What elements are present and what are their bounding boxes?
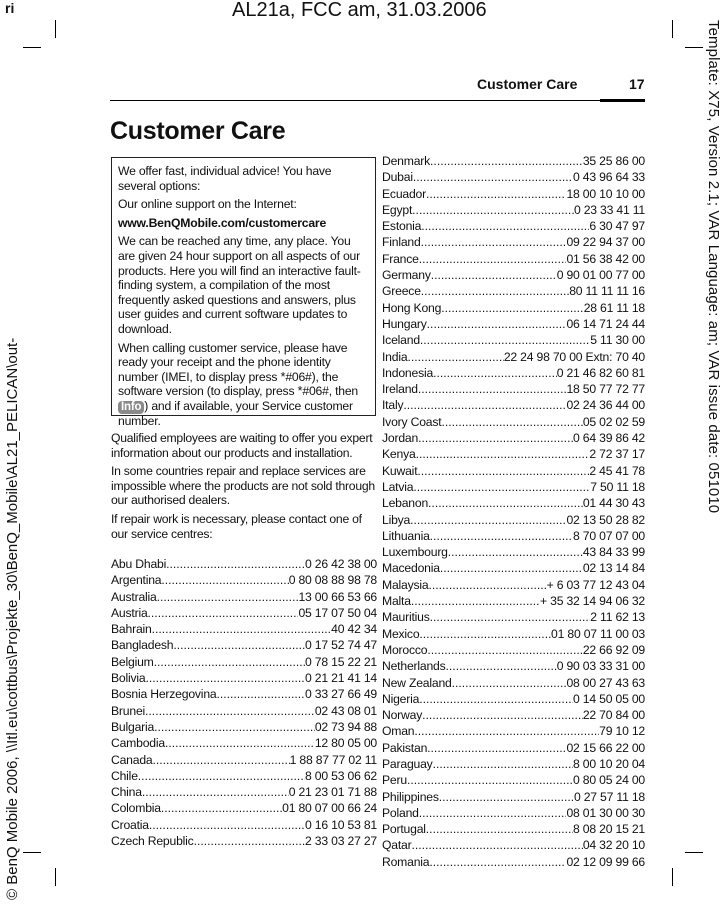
dot-leader (410, 512, 566, 528)
country-name: Nigeria (382, 691, 420, 706)
country-entry (111, 572, 377, 588)
country-name: Netherlands (382, 659, 446, 674)
dot-leader (161, 800, 282, 816)
dot-leader (142, 784, 289, 800)
country-entry (382, 707, 645, 723)
dot-leader (173, 637, 305, 653)
phone-number: 02 12 09 99 66 (566, 854, 645, 869)
phone-number: 0 90 03 33 31 00 (556, 659, 645, 674)
dot-leader (194, 833, 305, 849)
country-entry (382, 169, 645, 185)
phone-number: 01 56 38 42 00 (566, 251, 645, 266)
dot-leader (439, 789, 574, 805)
service-centre-list-left (111, 556, 377, 849)
dot-leader (419, 805, 567, 821)
phone-number: 2 33 03 27 27 (305, 834, 377, 849)
phone-number: 0 64 39 86 42 (573, 431, 645, 446)
info-paragraph: We offer fast, individual advice! You have several options: (118, 164, 332, 193)
info-softkey-icon: Info (118, 401, 144, 414)
dot-leader (411, 837, 582, 853)
country-name: Belgium (111, 654, 154, 669)
country-name: Argentina (111, 573, 162, 588)
country-name: Morocco (382, 642, 428, 657)
dot-leader (433, 756, 573, 772)
country-name: Iceland (382, 333, 420, 348)
dot-leader (430, 609, 591, 625)
dot-leader (431, 267, 557, 283)
country-entry (111, 735, 377, 751)
country-entry (382, 723, 645, 739)
document-id: AL21a, FCC am, 31.03.2006 (232, 0, 487, 21)
phone-number: 2 11 62 13 (590, 610, 645, 625)
phone-number: 08 01 30 00 30 (566, 805, 645, 820)
header-rule-tab (600, 99, 645, 102)
running-head: Customer Care (477, 76, 578, 92)
phone-number: 1 88 87 77 02 11 (289, 752, 377, 767)
phone-number: 0 21 21 41 14 (305, 671, 377, 686)
country-name: Bosnia Herzegovina (111, 687, 217, 702)
country-entry (382, 365, 645, 381)
country-name: Abu Dhabi (111, 557, 167, 571)
dot-leader (407, 349, 503, 365)
phone-number: 0 80 05 24 00 (573, 773, 645, 788)
country-name: Egypt (382, 202, 413, 217)
country-entry (111, 768, 377, 784)
info-text: When calling customer service, please have ready your receipt and the phone identity number (IMEI, to display press (118, 340, 348, 384)
dot-leader (419, 251, 567, 267)
country-entry (111, 686, 377, 702)
phone-number: 02 13 14 84 (582, 561, 645, 576)
dot-leader (417, 463, 589, 479)
phone-number: 5 11 30 00 (590, 333, 645, 348)
dot-leader (426, 821, 573, 837)
phone-number: 0 16 10 53 81 (305, 817, 377, 832)
crop-mark (685, 852, 703, 853)
phone-number: 13 00 66 53 66 (298, 589, 377, 604)
country-name: Paraguay (382, 756, 433, 771)
phone-number: 01 80 07 11 00 03 (551, 626, 645, 641)
country-entry (382, 332, 645, 348)
country-entry (382, 772, 645, 788)
intro-text (111, 431, 379, 545)
country-entry (382, 267, 645, 283)
dot-leader (418, 381, 567, 397)
page-title: Customer Care (110, 117, 286, 145)
phone-number: 35 25 86 00 (582, 154, 645, 168)
dot-leader (429, 577, 547, 593)
country-name: Czech Republic (111, 834, 194, 849)
dot-leader (427, 740, 566, 756)
phone-number: 02 24 36 44 00 (566, 398, 645, 413)
dot-leader (165, 735, 315, 751)
country-name: Oman (382, 724, 415, 739)
dot-leader (433, 365, 557, 381)
country-entry (382, 186, 645, 202)
star-key-icon: * (297, 383, 303, 399)
crop-mark (23, 47, 41, 48)
country-entry (382, 528, 645, 544)
country-name: Bahrain (111, 622, 152, 637)
country-name: France (382, 251, 419, 266)
phone-number: 22 66 92 09 (582, 642, 645, 657)
dot-leader (154, 719, 315, 735)
phone-number: 05 02 02 59 (582, 414, 645, 429)
dot-leader (418, 430, 573, 446)
country-name: Malta (382, 594, 411, 609)
phone-number: 80 11 11 11 16 (569, 284, 645, 299)
dot-leader (166, 556, 305, 572)
country-name: Norway (382, 708, 423, 723)
service-centre-list-right (382, 153, 645, 870)
dot-leader (422, 707, 583, 723)
info-paragraph: We can be reached any time, any place. You are given 24 hour support on all aspects of our products. Here you will find an interactive fault-finding system, a compilation of the most frequently asked questions and answers, plus user guides and current software updates to download. (118, 234, 361, 336)
country-entry (382, 577, 645, 593)
country-entry (111, 605, 377, 621)
phone-number: 0 43 96 64 33 (573, 170, 645, 185)
country-name: Luxembourg (382, 545, 448, 560)
dot-leader (216, 686, 305, 702)
country-name: Croatia (111, 817, 149, 832)
info-box (111, 157, 376, 428)
country-entry (111, 637, 377, 653)
crop-mark (23, 852, 41, 853)
country-entry (382, 626, 645, 642)
country-entry (111, 719, 377, 735)
country-entry (382, 805, 645, 821)
country-entry (382, 837, 645, 853)
country-entry (111, 670, 377, 686)
country-entry (382, 463, 645, 479)
phone-number: 04 32 20 10 (582, 838, 645, 853)
dot-leader (452, 675, 567, 691)
country-entry (382, 560, 645, 576)
dot-leader (411, 593, 540, 609)
phone-number: 0 21 23 01 71 88 (288, 785, 377, 800)
country-name: Chile (111, 768, 138, 783)
country-entry (111, 654, 377, 670)
phone-number: 02 73 94 88 (314, 719, 377, 734)
crop-mark (55, 868, 56, 886)
template-sideline-text: Template: X75, Version 2.1; VAR Language: am; VAR issue date: 051010 (705, 20, 722, 514)
phone-number: 01 44 30 43 (582, 496, 645, 511)
phone-number: 2 72 37 17 (589, 447, 645, 462)
phone-number: 8 70 07 07 00 (573, 528, 645, 543)
country-entry (382, 821, 645, 837)
dot-leader (152, 621, 332, 637)
dot-leader (428, 495, 583, 511)
country-name: Italy (382, 398, 404, 413)
country-name: China (111, 785, 142, 800)
dot-leader (420, 332, 590, 348)
country-name: Malaysia (382, 577, 429, 592)
phone-number: 0 26 42 38 00 (305, 557, 377, 571)
country-entry (382, 153, 645, 169)
dot-leader (441, 300, 584, 316)
phone-number: 0 21 46 82 60 81 (556, 365, 645, 380)
copyright-sideline-text: © BenQ Mobile 2006, \\Itl.eu\cottbus\Projekte_30\BenQ_Mobile\AL21_PELICAN\out- (4, 337, 21, 900)
country-entry (382, 446, 645, 462)
country-name: Dubai (382, 170, 413, 185)
dot-leader (157, 589, 299, 605)
dot-leader (419, 691, 573, 707)
country-name: Kuwait (382, 463, 418, 478)
phone-number: 0 78 15 22 21 (305, 654, 377, 669)
country-name: Qatar (382, 838, 412, 853)
country-entry (382, 854, 645, 870)
template-sideline (698, 20, 726, 600)
country-entry (382, 397, 645, 413)
dot-leader (430, 153, 583, 169)
country-name: Canada (111, 752, 153, 767)
country-entry (111, 784, 377, 800)
country-entry (111, 556, 377, 572)
intro-paragraph: Qualified employees are waiting to offer you expert information about our products and installation. (111, 431, 373, 460)
phone-number: 22 70 84 00 (582, 708, 645, 723)
crop-mark (685, 47, 703, 48)
country-entry (111, 589, 377, 605)
country-name: Cambodia (111, 736, 165, 751)
dot-leader (448, 544, 583, 560)
country-name: Lebanon (382, 496, 429, 511)
page-number: 17 (629, 76, 645, 92)
corner-mark: ri (5, 0, 15, 16)
country-name: Ecuador (382, 186, 426, 201)
phone-number: 0 23 33 41 11 (573, 202, 645, 217)
country-name: Brunei (111, 703, 146, 718)
dot-leader (441, 414, 582, 430)
dot-leader (429, 854, 566, 870)
phone-number: 02 13 50 28 82 (566, 512, 645, 527)
country-entry (382, 495, 645, 511)
phone-number: 05 17 07 50 04 (298, 605, 377, 620)
country-entry (382, 691, 645, 707)
country-entry (382, 609, 645, 625)
country-entry (111, 703, 377, 719)
country-entry (382, 349, 645, 365)
country-name: Estonia (382, 219, 422, 234)
country-entry (382, 430, 645, 446)
crop-mark (55, 20, 56, 38)
phone-number: 6 30 47 97 (589, 219, 645, 234)
copyright-sideline (0, 0, 28, 913)
country-name: Jordan (382, 431, 419, 446)
header-rule (110, 100, 645, 101)
phone-number: 2 45 41 78 (589, 463, 645, 478)
country-name: Kenya (382, 447, 416, 462)
country-name: Austria (111, 605, 148, 620)
country-entry (111, 621, 377, 637)
country-name: Bolivia (111, 671, 146, 686)
phone-number: 43 84 33 99 (582, 545, 645, 560)
country-name: Australia (111, 589, 157, 604)
phone-number: 02 15 66 22 00 (566, 740, 645, 755)
dot-leader (440, 560, 583, 576)
country-name: Philippines (382, 789, 439, 804)
support-url[interactable]: www.BenQMobile.com/customercare (118, 215, 327, 230)
country-entry (382, 300, 645, 316)
info-paragraph (118, 341, 370, 429)
dot-leader (403, 397, 566, 413)
country-name: Ivory Coast (382, 414, 442, 429)
country-name: Latvia (382, 479, 414, 494)
country-name: Bulgaria (111, 719, 155, 734)
dot-leader (427, 316, 567, 332)
country-entry (111, 800, 377, 816)
phone-number: + 35 32 14 94 06 32 (540, 594, 645, 609)
country-entry (382, 789, 645, 805)
country-entry (382, 202, 645, 218)
phone-number: 40 42 34 (331, 622, 377, 637)
country-name: Finland (382, 235, 421, 250)
crop-mark (672, 20, 673, 38)
dot-leader (446, 658, 557, 674)
dot-leader (416, 446, 590, 462)
country-entry (382, 512, 645, 528)
country-name: New Zealand (382, 675, 452, 690)
dot-leader (421, 283, 569, 299)
country-entry (382, 756, 645, 772)
country-entry (382, 234, 645, 250)
country-name: Ireland (382, 382, 418, 397)
country-name: Romania (382, 854, 430, 869)
dot-leader (419, 626, 551, 642)
phone-number: 0 27 57 11 18 (573, 789, 645, 804)
country-name: Libya (382, 512, 411, 527)
dot-leader (154, 654, 305, 670)
dot-leader (413, 479, 590, 495)
country-entry (382, 218, 645, 234)
phone-number: 0 14 50 05 00 (573, 691, 645, 706)
phone-number: 18 50 77 72 77 (566, 382, 645, 397)
country-name: Denmark (382, 154, 431, 168)
country-entry (382, 658, 645, 674)
phone-number: 01 80 07 00 66 24 (282, 801, 377, 816)
country-entry (382, 544, 645, 560)
info-text: ) and if available, your Service customer number. (118, 398, 353, 428)
country-entry (111, 833, 377, 849)
dot-leader (427, 642, 582, 658)
country-entry (382, 675, 645, 691)
phone-number: 02 43 08 01 (314, 703, 377, 718)
country-entry (382, 593, 645, 609)
dot-leader (145, 703, 315, 719)
country-name: Poland (382, 805, 419, 820)
country-name: Hong Kong (382, 300, 442, 315)
dot-leader (412, 202, 574, 218)
country-name: Peru (382, 773, 407, 788)
country-name: Macedonia (382, 561, 440, 576)
dot-leader (421, 234, 567, 250)
country-entry (382, 316, 645, 332)
country-name: Hungary (382, 316, 427, 331)
country-name: Mexico (382, 626, 420, 641)
dot-leader (138, 768, 305, 784)
phone-number: 0 33 27 66 49 (305, 687, 377, 702)
country-name: Colombia (111, 801, 161, 816)
phone-number: 0 17 52 74 47 (305, 638, 377, 653)
country-name: Germany (382, 268, 431, 283)
country-name: Greece (382, 284, 421, 299)
dot-leader (153, 752, 290, 768)
country-entry (111, 752, 377, 768)
country-name: Indonesia (382, 365, 434, 380)
phone-number: 79 10 12 (599, 724, 645, 739)
phone-number: 12 80 05 00 (314, 736, 377, 751)
country-entry (382, 414, 645, 430)
phone-number: 22 24 98 70 00 Extn: 70 40 (503, 349, 645, 364)
country-entry (382, 740, 645, 756)
phone-number: 09 22 94 37 00 (566, 235, 645, 250)
dot-leader (414, 723, 599, 739)
crop-mark (672, 868, 673, 886)
dot-leader (146, 670, 306, 686)
info-text: #06#, then (302, 384, 358, 399)
phone-number: 7 50 11 18 (590, 479, 645, 494)
phone-number: 8 08 20 15 21 (573, 822, 645, 837)
country-entry (382, 642, 645, 658)
dot-leader (161, 572, 288, 588)
info-paragraph: Our online support on the Internet: (118, 197, 297, 212)
country-name: Pakistan (382, 740, 428, 755)
country-entry (382, 251, 645, 267)
dot-leader (426, 186, 566, 202)
country-name: India (382, 349, 408, 364)
dot-leader (413, 169, 573, 185)
intro-paragraph: If repair work is necessary, please contact one of our service centres: (111, 511, 362, 541)
phone-number: 0 80 08 88 98 78 (288, 573, 377, 588)
intro-paragraph: In some countries repair and replace services are impossible where the products are not sold through our authorised dealers. (111, 464, 375, 508)
country-name: Mauritius (382, 610, 430, 625)
dot-leader (407, 772, 573, 788)
star-key-icon: * (280, 368, 286, 384)
phone-number: 8 00 53 06 62 (305, 768, 377, 783)
phone-number: 08 00 27 43 63 (566, 675, 645, 690)
dot-leader (148, 605, 299, 621)
phone-number: 28 61 11 18 (583, 300, 645, 315)
phone-number: 18 00 10 10 00 (566, 186, 645, 201)
country-entry (382, 479, 645, 495)
phone-number: 0 90 01 00 77 00 (556, 268, 645, 283)
dot-leader (430, 528, 573, 544)
phone-number: + 6 03 77 12 43 04 (546, 577, 645, 592)
country-entry (111, 817, 377, 833)
info-text: #06#), the software version (to display, press (118, 369, 339, 399)
phone-number: 8 00 10 20 04 (573, 756, 645, 771)
country-name: Bangladesh (111, 638, 174, 653)
dot-leader (421, 218, 589, 234)
country-name: Lithuania (382, 528, 430, 543)
country-name: Portugal (382, 822, 426, 837)
phone-number: 06 14 71 24 44 (566, 316, 645, 331)
dot-leader (149, 817, 305, 833)
country-entry (382, 283, 645, 299)
country-entry (382, 381, 645, 397)
